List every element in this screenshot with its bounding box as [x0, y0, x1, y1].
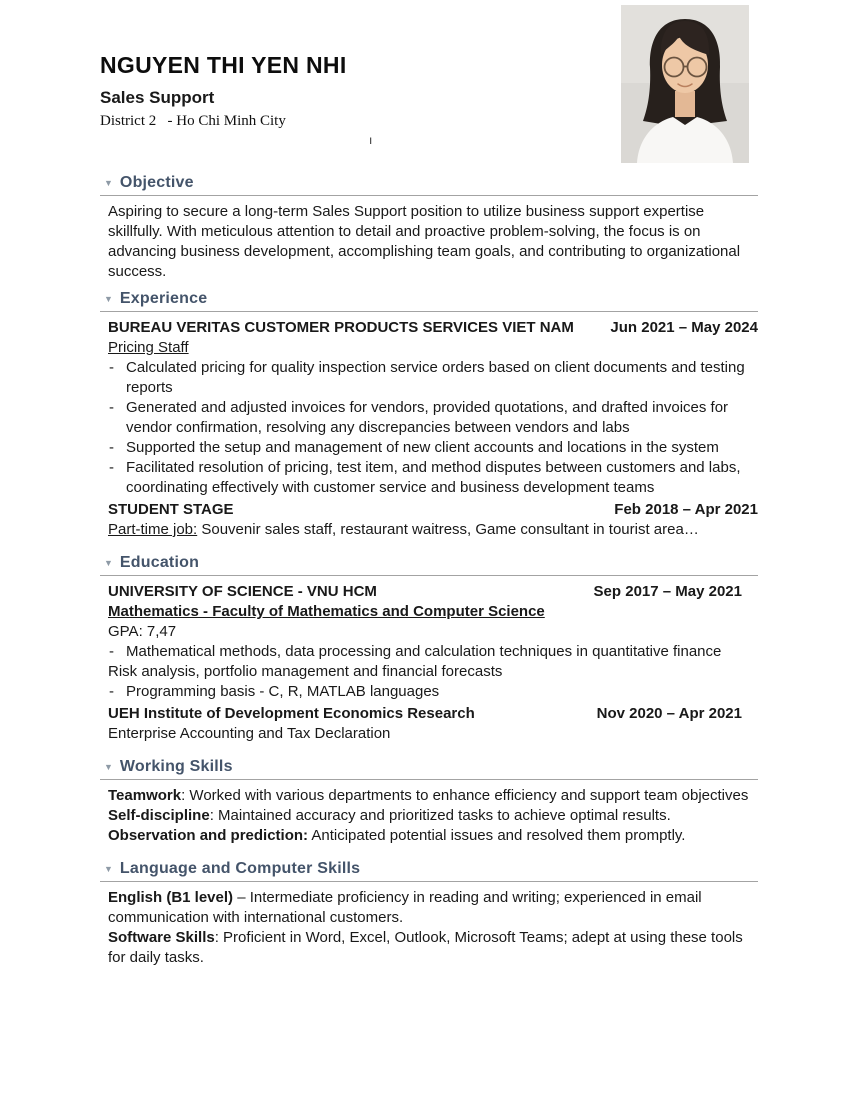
bullet-item: [108, 438, 758, 458]
bullet-item: [108, 642, 758, 662]
triangle-marker-icon: ▼: [104, 293, 113, 304]
section-working-skills: [100, 758, 758, 846]
objective-heading-row: [100, 174, 758, 196]
bullet-text: Programming basis - C, R, MATLAB languages: [126, 683, 440, 700]
bullet-item: [108, 398, 758, 438]
skill-item: [108, 888, 758, 928]
bullet-item: [108, 358, 758, 398]
section-title-experience: Experience: [119, 290, 208, 307]
bullet-text: Supported the setup and management of new client accounts and locations in the system: [126, 439, 719, 456]
person-name: NGUYEN THI YEN NHI: [100, 52, 347, 78]
skill-label: Observation and prediction:: [108, 827, 309, 844]
school-header-row: [108, 704, 758, 724]
triangle-marker-icon: ▼: [104, 761, 113, 772]
job-role-line: [108, 520, 758, 540]
bullet-dash: -: [109, 643, 114, 660]
bullet-dash: -: [109, 399, 114, 416]
triangle-marker-icon: ▼: [104, 177, 113, 188]
skill-text: – Intermediate proficiency in reading and writing; experienced in email communication with international customers.: [108, 889, 702, 926]
major: Mathematics - Faculty of Mathematics and Computer Science: [108, 603, 545, 620]
bullet-text: Facilitated resolution of pricing, test item, and method disputes between customers and labs, coordinating effectively with customer service and business development teams: [126, 459, 741, 496]
skill-item: [108, 928, 758, 968]
section-title-language-skills: Language and Computer Skills: [119, 860, 361, 877]
working-skills-body: [100, 786, 758, 846]
education-detail: Risk analysis, portfolio management and financial forecasts: [108, 663, 503, 680]
stray-mark: ı: [369, 133, 373, 147]
section-education: [100, 554, 758, 744]
job-dates: Feb 2018 – Apr 2021: [614, 501, 758, 518]
portrait-illustration: [621, 5, 749, 163]
location-text: District 2 - Ho Chi Minh City: [100, 113, 286, 129]
skill-text: : Maintained accuracy and prioritized tasks to achieve optimal results.: [209, 807, 671, 824]
skill-text: Anticipated potential issues and resolved them promptly.: [308, 827, 686, 844]
skill-label: English (B1 level): [108, 889, 234, 906]
skill-text: : Worked with various departments to enhance efficiency and support team objectives: [181, 787, 749, 804]
bullet-item: [108, 458, 758, 498]
job-title: Sales Support: [100, 88, 215, 107]
section-title-working-skills: Working Skills: [119, 758, 233, 775]
company-name: BUREAU VERITAS CUSTOMER PRODUCTS SERVICES VIET NAM: [108, 319, 574, 336]
job-role-text: Souvenir sales staff, restaurant waitress, Game consultant in tourist area…: [197, 521, 699, 538]
bullet-dash: -: [109, 439, 114, 456]
bullet-item: [108, 682, 758, 702]
job-dates: Jun 2021 – May 2024: [610, 319, 758, 336]
education-heading-row: [100, 554, 758, 576]
bullet-dash: -: [109, 459, 114, 476]
skill-label: Teamwork: [108, 787, 182, 804]
education-detail: Enterprise Accounting and Tax Declaration: [108, 725, 391, 742]
skill-item: [108, 786, 758, 806]
bullet-text: Calculated pricing for quality inspection service orders based on client documents and testing reports: [126, 359, 745, 396]
experience-body: [100, 318, 758, 540]
school-dates: Sep 2017 – May 2021: [593, 583, 742, 600]
bullet-text: Mathematical methods, data processing and calculation techniques in quantitative finance: [126, 643, 722, 660]
school-header-row: [108, 582, 758, 602]
job-role: Pricing Staff: [108, 339, 189, 356]
education-body: [100, 582, 758, 744]
language-skills-body: [100, 888, 758, 968]
skill-item: [108, 826, 758, 846]
job-role-label: Part-time job:: [108, 521, 198, 538]
job-header-row: [108, 318, 758, 338]
triangle-marker-icon: ▼: [104, 557, 113, 568]
gpa: GPA: 7,47: [108, 623, 177, 640]
bullet-dash: -: [109, 683, 114, 700]
school-name: UNIVERSITY OF SCIENCE - VNU HCM: [108, 583, 377, 600]
skill-label: Self-discipline: [108, 807, 210, 824]
section-objective: [100, 174, 758, 282]
job-header-row: [108, 500, 758, 520]
section-experience: [100, 290, 758, 540]
objective-body: [100, 202, 758, 282]
triangle-marker-icon: ▼: [104, 863, 113, 874]
bullet-dash: -: [109, 359, 114, 376]
working-skills-heading-row: [100, 758, 758, 780]
section-title-objective: Objective: [119, 174, 194, 191]
company-name: STUDENT STAGE: [108, 501, 234, 518]
skill-item: [108, 806, 758, 826]
school-dates: Nov 2020 – Apr 2021: [596, 705, 742, 722]
bullet-text: Generated and adjusted invoices for vendors, provided quotations, and drafted invoices for vendor confirmation, resolving any discrepancies between vendors and labs: [126, 399, 729, 436]
profile-photo: [621, 5, 749, 163]
skill-text: : Proficient in Word, Excel, Outlook, Microsoft Teams; adept at using these tools for daily tasks.: [108, 929, 743, 966]
section-language-skills: [100, 860, 758, 968]
experience-heading-row: [100, 290, 758, 312]
skill-label: Software Skills: [108, 929, 215, 946]
section-title-education: Education: [119, 554, 200, 571]
language-skills-heading-row: [100, 860, 758, 882]
school-name: UEH Institute of Development Economics Research: [108, 705, 475, 722]
objective-text: Aspiring to secure a long-term Sales Support position to utilize business support expertise skillfully. With meticulous attention to detail and proactive problem-solving, the focus is on advancing business development, accomplishing team goals, and contributing to organizational success.: [108, 203, 741, 280]
